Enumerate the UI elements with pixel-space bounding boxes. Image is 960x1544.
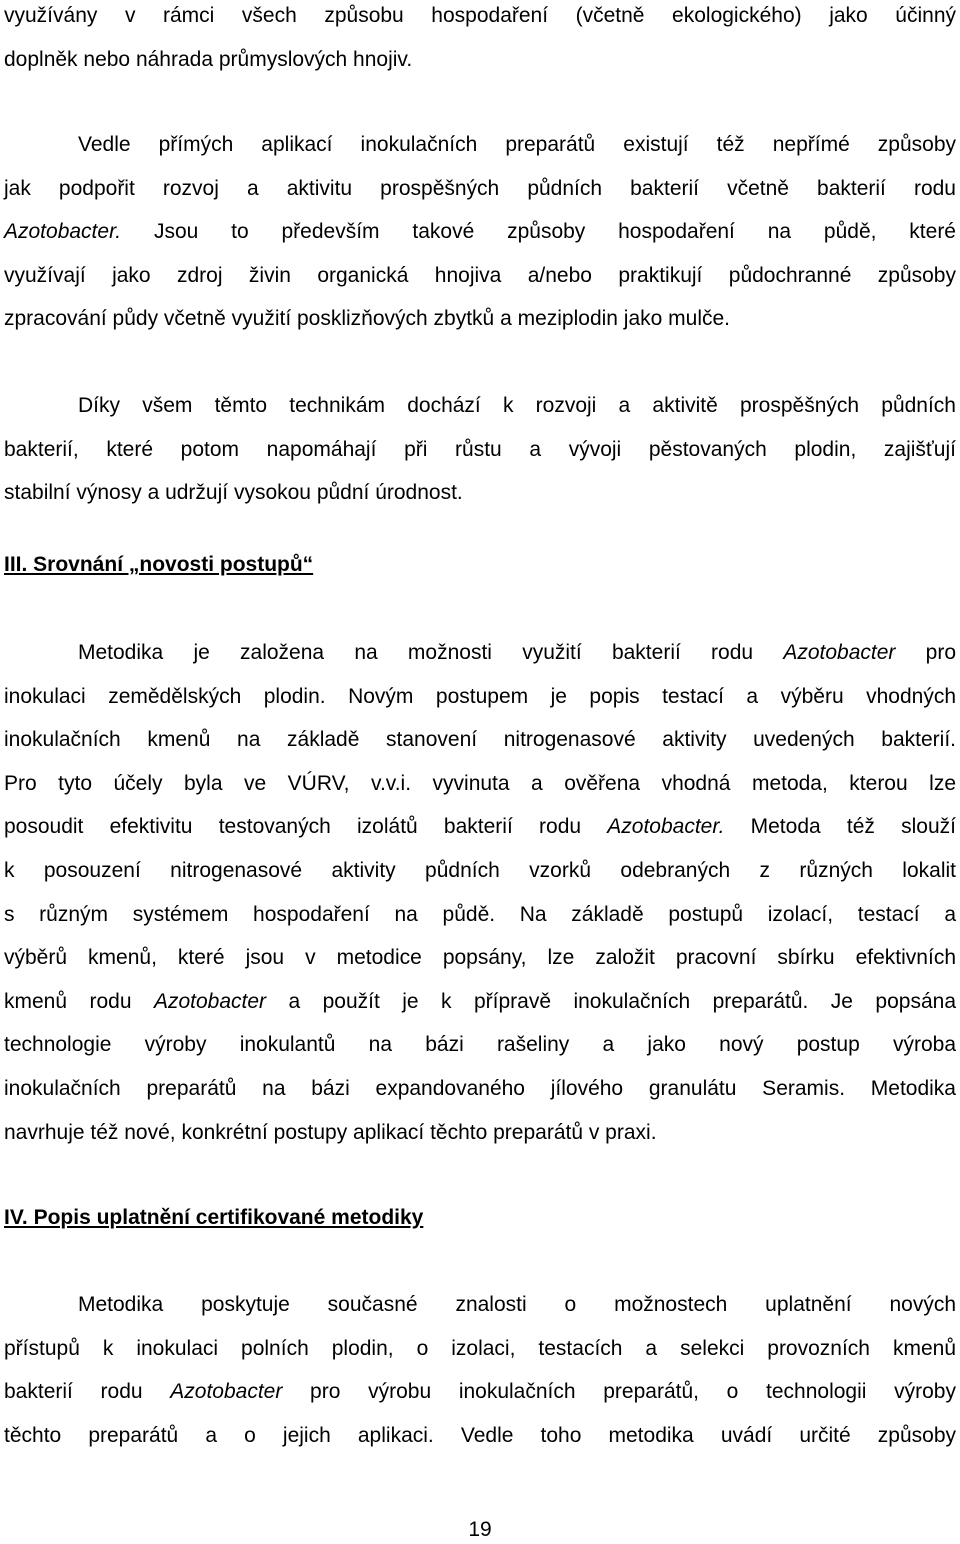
text-line: stabilní výnosy a udržují vysokou půdní úrodnost. — [4, 481, 463, 505]
text-line: Vedle přímých aplikací inokulačních preparátů existují též nepřímé způsoby — [78, 133, 956, 156]
text-line: jak podpořit rozvoj a aktivitu prospěšných půdních bakterií včetně bakterií rodu — [4, 176, 956, 200]
text-line: Díky všem těmto technikám dochází k rozvoji a aktivitě prospěšných půdních — [78, 394, 956, 417]
text-line: k posouzení nitrogenasové aktivity půdních vzorků odebraných z různých lokalit — [4, 858, 956, 882]
text-line: přístupů k inokulaci polních plodin, o izolaci, testacích a selekci provozních kmenů — [4, 1336, 956, 1360]
text-line: těchto preparátů a o jejich aplikaci. Vedle toho metodika uvádí určité způsoby — [4, 1423, 956, 1447]
text-run: a použít je k přípravě inokulačních preparátů. Je popsána — [266, 989, 956, 1013]
text-line: bakterií, které potom napomáhají při růstu a vývoji pěstovaných plodin, zajišťují — [4, 437, 956, 461]
text-line — [4, 1370, 956, 1414]
text-run: bakterií rodu — [4, 1380, 171, 1404]
text-line: technologie výroby inokulantů na bázi rašeliny a jako nový postup výroba — [4, 1033, 956, 1057]
text-line: inokulačních preparátů na bázi expandovaného jílového granulátu Seramis. Metodika — [4, 1076, 956, 1100]
text-line — [4, 210, 956, 254]
text-run: pro — [895, 641, 956, 664]
text-run: posoudit efektivitu testovaných izolátů bakterií rodu — [4, 815, 608, 839]
genus-name: Azotobacter — [153, 989, 267, 1013]
genus-name: Azotobacter. — [607, 815, 725, 839]
text-run: Metodika je založena na možnosti využití bakterií rodu — [78, 641, 784, 664]
paragraph-continuation — [4, 0, 956, 81]
text-run: pro výrobu inokulačních preparátů, o technologii výroby — [282, 1380, 956, 1404]
text-line: Metodika poskytuje současné znalosti o možnostech uplatnění nových — [78, 1293, 956, 1316]
paragraph-application — [4, 1283, 956, 1457]
section-heading-novelty: III. Srovnání „novosti postupů“ — [4, 553, 314, 576]
text-line: doplněk nebo náhrada průmyslových hnojiv. — [4, 47, 413, 71]
text-line: navrhuje též nové, konkrétní postupy aplikací těchto preparátů v praxi. — [4, 1120, 657, 1144]
text-line: inokulačních kmenů na základě stanovení nitrogenasové aktivity uvedených bakterií. — [4, 728, 956, 752]
text-line: Pro tyto účely byla ve VÚRV, v.v.i. vyvinuta a ověřena vhodná metoda, kterou lze — [4, 771, 956, 795]
section-heading-application: IV. Popis uplatnění certifikované metodiky — [4, 1206, 424, 1229]
text-line — [4, 805, 956, 849]
paragraph-indirect-methods — [4, 123, 956, 341]
text-run: Metoda též slouží — [724, 815, 956, 839]
text-run: Jsou to především takové způsoby hospodaření na půdě, které — [121, 220, 956, 244]
text-line: výběrů kmenů, které jsou v metodice popsány, lze založit pracovní sbírku efektivních — [4, 946, 956, 970]
text-line — [4, 980, 956, 1024]
text-run: kmenů rodu — [4, 989, 154, 1013]
text-line: s různým systémem hospodaření na půdě. Na základě postupů izolací, testací a — [4, 902, 956, 926]
text-line: využívají jako zdroj živin organická hnojiva a/nebo praktikují půdochranné způsoby — [4, 263, 956, 287]
paragraph-methodology — [4, 631, 956, 1154]
page-number: 19 — [468, 1518, 492, 1541]
paragraph-techniques — [4, 384, 956, 515]
text-line: zpracování půdy včetně využití posklizňových zbytků a meziplodin jako mulče. — [4, 307, 731, 331]
genus-name: Azotobacter. — [4, 220, 122, 244]
genus-name: Azotobacter — [170, 1380, 283, 1404]
text-line — [4, 631, 956, 675]
text-line: inokulaci zemědělských plodin. Novým postupem je popis testací a výběru vhodných — [4, 684, 956, 708]
text-line: využívány v rámci všech způsobu hospodaření (včetně ekologického) jako účinný — [4, 4, 956, 27]
genus-name: Azotobacter — [783, 641, 896, 664]
